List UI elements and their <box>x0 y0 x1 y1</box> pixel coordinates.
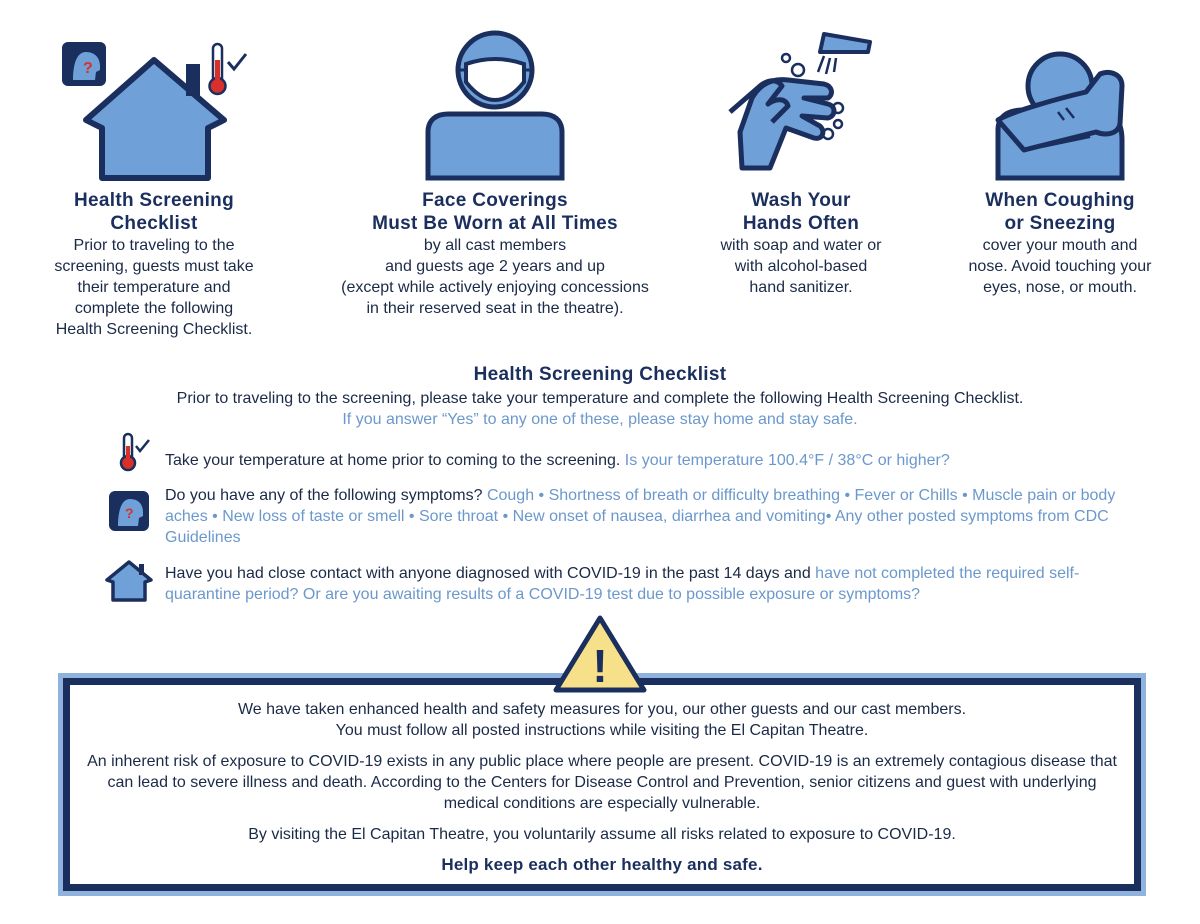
column-text: Prior to traveling to the screening, guests must take their temperature and complete the following Health Screening Checklist. <box>54 237 254 338</box>
item-text: Have you had close contact with anyone diagnosed with COVID-19 in the past 14 days and <box>165 565 816 582</box>
column-text: cover your mouth and nose. Avoid touching your eyes, nose, or mouth. <box>968 237 1152 296</box>
notice-closing: Help keep each other healthy and safe. <box>441 855 763 874</box>
notice-paragraph-3: By visiting the El Capitan Theatre, you voluntarily assume all risks related to exposure to COVID-19. <box>248 826 956 843</box>
thermometer-check-icon <box>210 44 247 94</box>
head-question-icon <box>108 490 150 532</box>
thermometer-check-icon <box>118 432 152 472</box>
svg-text:?: ? <box>125 505 134 521</box>
column-title: Face Coverings Must Be Worn at All Times <box>372 190 618 234</box>
checklist-warning: If you answer “Yes” to any one of these, please stay home and stay safe. <box>342 411 858 428</box>
svg-text:?: ? <box>83 60 93 77</box>
column-title: Health Screening Checklist <box>73 190 234 234</box>
face-mask-icon <box>320 0 670 190</box>
checklist-item-temperature <box>165 450 1125 471</box>
column-title: When Coughing or Sneezing <box>985 190 1135 234</box>
house-screening-icon <box>40 0 268 190</box>
cough-elbow-icon <box>950 0 1170 190</box>
item-highlight: have not completed the required self-quarantine period? Or are you awaiting results of a COVID-19 test due to possible exposure or symptoms? <box>165 565 1080 603</box>
checklist-item-symptoms <box>165 485 1125 548</box>
item-highlight: Is your temperature 100.4°F / 38°C or higher? <box>624 452 950 469</box>
checklist-title: Health Screening Checklist <box>473 364 727 385</box>
checklist-item-contact <box>165 563 1125 605</box>
notice-paragraph-2: An inherent risk of exposure to COVID-19 exists in any public place where people are present. COVID-19 is an extremely contagious disease that can lead to severe illness and death. According to the Centers for Disease Control and Prevention, senior citizens and guest with underlying medical conditions are especially vulnerable. <box>87 753 1117 812</box>
column-title: Wash Your Hands Often <box>742 190 860 234</box>
house-icon <box>104 558 154 602</box>
head-question-icon <box>62 42 106 86</box>
warning-symbol: ! <box>592 640 608 692</box>
item-text: Do you have any of the following symptoms? <box>165 487 487 504</box>
checklist-subtitle: Prior to traveling to the screening, please take your temperature and complete the following Health Screening Checklist. <box>176 390 1024 407</box>
column-text: by all cast members and guests age 2 years and up (except while actively enjoying concessions in their reserved seat in the theatre). <box>341 237 649 317</box>
warning-icon <box>552 614 648 694</box>
hand-washing-icon <box>700 0 902 190</box>
item-highlight: Cough • Shortness of breath or difficulty breathing • Fever or Chills • Muscle pain or body aches • New loss of taste or smell • Sore throat • New onset of nausea, diarrhea and vomiting• Any other posted symptoms from CDC Guidelines <box>165 487 1116 546</box>
item-text: Take your temperature at home prior to coming to the screening. <box>165 452 625 469</box>
notice-paragraph-1: We have taken enhanced health and safety measures for you, our other guests and our cast members. You must follow all posted instructions while visiting the El Capitan Theatre. <box>237 701 967 739</box>
column-text: with soap and water or with alcohol-based hand sanitizer. <box>720 237 882 296</box>
